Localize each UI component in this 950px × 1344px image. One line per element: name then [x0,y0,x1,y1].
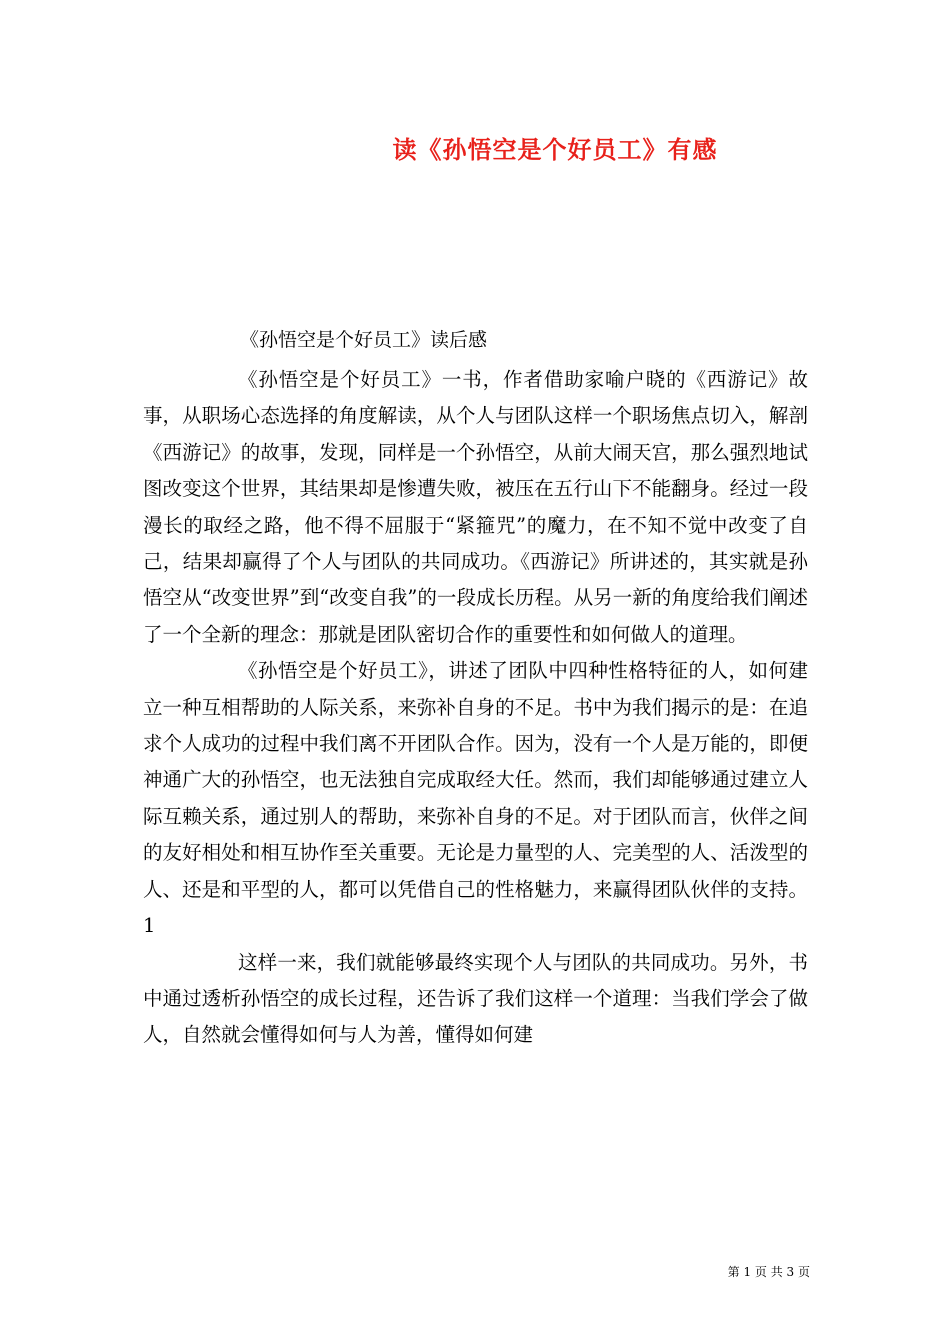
body-paragraph: 《孙悟空是个好员工》一书，作者借助家喻户晓的《西游记》故事，从职场心态选择的角度解读，从个人与团队这样一个职场焦点切入，解剖《西游记》的故事，发现，同样是一个孙悟空，从前大闹天宫，那么强烈地试图改变这个世界，其结果却是惨遭失败，被压在五行山下不能翻身。经过一段漫长的取经之路，他不得不屈服于“紧箍咒”的魔力，在不知不觉中改变了自己，结果却赢得了个人与团队的共同成功。《西游记》所讲述的，其实就是孙悟空从“改变世界”到“改变自我”的一段成长历程。从另一新的角度给我们阐述了一个全新的理念：那就是团队密切合作的重要性和如何做人的道理。 [143,368,808,646]
document-title: 读《孙悟空是个好员工》有感 [392,135,718,164]
body-paragraph: 《孙悟空是个好员工》，讲述了团队中四种性格特征的人，如何建立一种互相帮助的人际关系，来弥补自身的不足。书中为我们揭示的是：在追求个人成功的过程中我们离不开团队合作。因为，没有一个人是万能的，即便神通广大的孙悟空，也无法独自完成取经大任。然而，我们却能够通过建立人际互赖关系，通过别人的帮助，来弥补自身的不足。对于团队而言，伙伴之间的友好相处和相互协作至关重要。无论是力量型的人、完美型的人、活泼型的人、还是和平型的人，都可以凭借自己的性格魅力，来赢得团队伙伴的支持。1 [143,659,808,938]
document-subtitle: 《孙悟空是个好员工》读后感 [240,329,488,351]
document-body [143,362,808,1054]
page-number-footer: 第 1 页 共 3 页 [727,1265,810,1279]
body-paragraph: 这样一来，我们就能够最终实现个人与团队的共同成功。另外，书中通过透析孙悟空的成长过程，还告诉了我们这样一个道理：当我们学会了做人，自然就会懂得如何与人为善，懂得如何建 [143,950,808,1047]
